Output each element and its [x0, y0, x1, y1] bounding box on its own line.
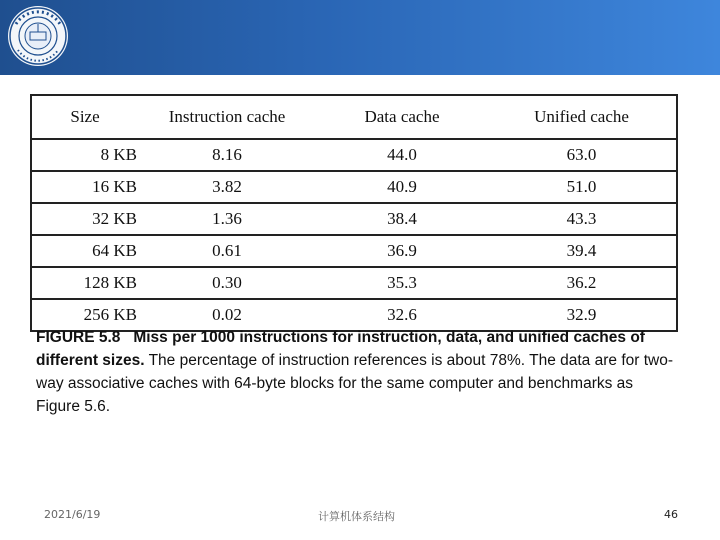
cell-data-cache: 36.9	[317, 235, 487, 267]
cell-instruction-cache: 0.30	[137, 267, 317, 299]
cell-data-cache: 40.9	[317, 171, 487, 203]
cell-data-cache: 35.3	[317, 267, 487, 299]
university-emblem-icon	[6, 4, 70, 68]
cell-size: 64 KB	[31, 235, 137, 267]
cell-size: 8 KB	[31, 139, 137, 171]
cell-unified-cache: 63.0	[487, 139, 677, 171]
header-size: Size	[31, 95, 137, 139]
cell-instruction-cache: 0.02	[212, 305, 242, 324]
page-number: 46	[664, 508, 678, 521]
table-row	[31, 203, 677, 235]
table-row	[31, 235, 677, 267]
footer-course-title: 计算机体系结构	[318, 510, 395, 523]
cell-unified-cache: 51.0	[487, 171, 677, 203]
cell-unified-cache: 32.9	[566, 305, 597, 324]
footer-date: 2021/6/19	[44, 508, 101, 521]
cell-size: 32 KB	[31, 203, 137, 235]
table-header-row	[31, 95, 677, 139]
table-row	[31, 139, 677, 171]
cell-data-cache: 44.0	[317, 139, 487, 171]
cell-size: 256 KB	[83, 305, 137, 324]
cell-size: 128 KB	[31, 267, 137, 299]
cell-unified-cache: 36.2	[487, 267, 677, 299]
figure-caption-title: Miss per 1000 instructions for instruction, data, and unified caches of different sizes.	[36, 329, 645, 369]
header-banner	[0, 0, 720, 75]
cache-miss-table-container	[30, 94, 678, 332]
cell-size: 16 KB	[31, 171, 137, 203]
cell-instruction-cache: 0.61	[137, 235, 317, 267]
figure-label: FIGURE 5.8	[36, 329, 121, 346]
figure-caption-body: The percentage of instruction references is about 78%. The data are for two-way associative caches with 64-byte blocks for the same computer and benchmarks as Figure 5.6.	[36, 352, 673, 415]
cell-instruction-cache: 3.82	[137, 171, 317, 203]
table-row	[31, 171, 677, 203]
cache-miss-table	[30, 94, 678, 332]
cell-instruction-cache: 1.36	[137, 203, 317, 235]
cell-unified-cache: 43.3	[487, 203, 677, 235]
table-row	[31, 267, 677, 299]
figure-caption	[36, 326, 680, 418]
header-unified-cache: Unified cache	[487, 95, 677, 139]
cell-data-cache: 38.4	[317, 203, 487, 235]
cell-data-cache: 32.6	[387, 305, 417, 324]
header-data-cache: Data cache	[317, 95, 487, 139]
header-instruction-cache: Instruction cache	[137, 95, 317, 139]
cell-unified-cache: 39.4	[487, 235, 677, 267]
cell-instruction-cache: 8.16	[137, 139, 317, 171]
